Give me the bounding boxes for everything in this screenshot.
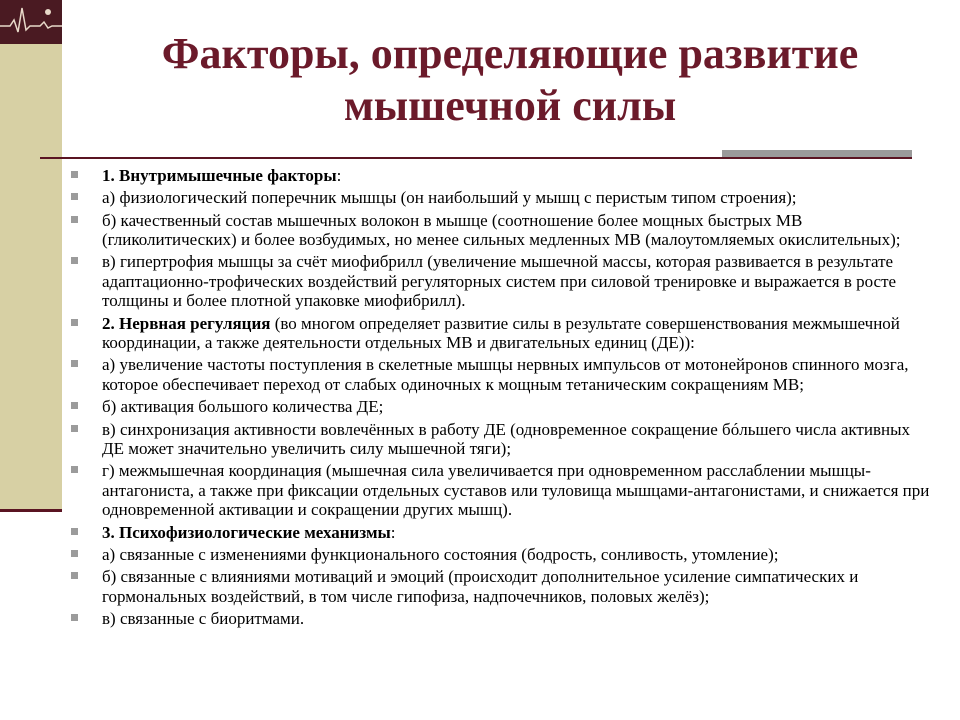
- section-description: (во многом определяет развитие силы в результате совершенствования межмышечной координации, а также деятельности отдельных МВ и двигательных единиц (ДЕ)):: [102, 313, 900, 353]
- list-item: [96, 461, 931, 520]
- bullet-square-icon: [71, 466, 78, 473]
- list-item-text: в) связанные с биоритмами.: [102, 609, 305, 629]
- slide-title: Факторы, определяющие развитие мышечной силы: [161, 29, 859, 130]
- bullet-square-icon: [71, 425, 78, 432]
- list-item-text: а) связанные с изменениями функционального состояния (бодрость, сонливость, утомление);: [102, 544, 779, 564]
- bullet-square-icon: [71, 193, 78, 200]
- list-item: [96, 211, 931, 250]
- bullet-square-icon: [71, 528, 78, 535]
- sidebar-decoration: [0, 0, 62, 510]
- list-item: [96, 545, 931, 565]
- list-item-text: в) гипертрофия мышцы за счёт миофибрилл (увеличение мышечной массы, которая развивается в результате адаптационно-трофических воздействий регуляторных систем при силовой тренировке и выражается в росте толщины и более плотной упаковке миофибрилл).: [102, 252, 897, 311]
- bullet-square-icon: [71, 257, 78, 264]
- section-title: 1. Внутримышечные факторы: [102, 166, 337, 185]
- section-heading: [96, 314, 931, 353]
- bullet-square-icon: [71, 360, 78, 367]
- title-divider: [40, 157, 912, 159]
- list-item-text: а) увеличение частоты поступления в скелетные мышцы нервных импульсов от мотонейронов спинного мозга, которое обеспечивает переход от слабых одиночных к мощным тетаническим сокращениям МВ;: [102, 355, 909, 394]
- list-item-text: в) синхронизация активности вовлечённых в работу ДЕ (одновременное сокращение бóльшего числа активных ДЕ может значительно увеличить силу мышечной тяги);: [102, 419, 911, 459]
- bullet-square-icon: [71, 614, 78, 621]
- list-item: [96, 355, 931, 394]
- section-heading: [96, 523, 931, 543]
- list-item: [96, 188, 931, 208]
- list-item-text: а) физиологический поперечник мышцы (он наибольший у мышц с перистым типом строения);: [102, 188, 797, 208]
- bullet-square-icon: [71, 402, 78, 409]
- ecg-logo-icon: [0, 0, 62, 44]
- list-item-text: г) межмышечная координация (мышечная сила увеличивается при одновременном расслаблении мышцы-антагониста, а также при фиксации отдельных суставов или туловища мышцами-антагонистами, и снижается при одновременной активации и сокращении других мышц).: [102, 461, 930, 520]
- section-title: 2. Нервная регуляция: [102, 313, 271, 333]
- bullet-list: [96, 166, 931, 631]
- section-heading: [96, 166, 931, 186]
- list-item: [96, 252, 931, 311]
- sidebar-divider: [0, 509, 62, 512]
- bullet-square-icon: [71, 550, 78, 557]
- bullet-square-icon: [71, 216, 78, 223]
- section-title: 3. Психофизиологические механизмы: [102, 522, 391, 542]
- list-item-text: б) активация большого количества ДЕ;: [102, 397, 384, 417]
- list-item: [96, 609, 931, 629]
- list-item-text: б) качественный состав мышечных волокон в мышце (соотношение более мощных быстрых МВ (гликолитических) и более возбудимых, но менее сильных медленных МВ (малоутомляемых окислительных);: [102, 210, 901, 250]
- list-item: [96, 567, 931, 606]
- section-description: :: [390, 522, 396, 542]
- bullet-square-icon: [71, 171, 78, 178]
- list-item: [96, 397, 931, 417]
- list-item-text: б) связанные с влияниями мотиваций и эмоций (происходит дополнительное усиление симпатических и гормональных воздействий, в том числе гипофиза, надпочечников, половых желёз);: [102, 567, 859, 606]
- bullet-square-icon: [71, 572, 78, 579]
- list-item: [96, 420, 931, 459]
- bullet-square-icon: [71, 319, 78, 326]
- section-description: :: [336, 166, 342, 185]
